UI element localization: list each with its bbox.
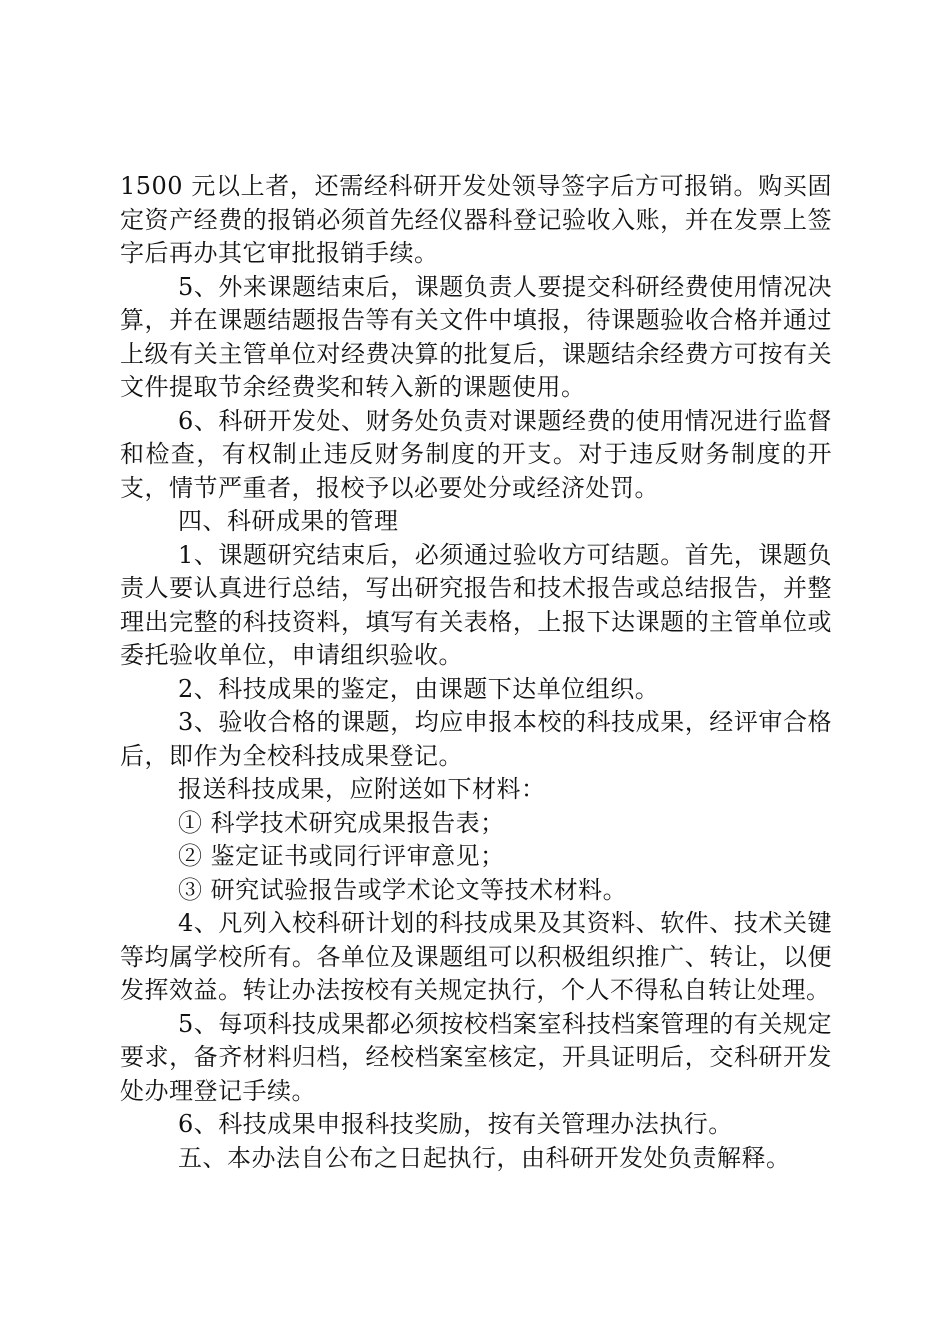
paragraph-submission-materials: 报送科技成果，应附送如下材料： bbox=[178, 775, 546, 803]
paragraph-results-item-3: 3、验收合格的课题，均应申报本校的科技成果，经评审合格后，即作为全校科技成果登记。 bbox=[120, 708, 832, 770]
paragraph-results-item-2: 2、科技成果的鉴定，由课题下达单位组织。 bbox=[178, 674, 660, 703]
paragraph-item-6-supervision: 6、科研开发处、财务处负责对课题经费的使用情况进行监督和检查，有权制止违反财务制度的开支。对于违反财务制度的开支，情节严重者，报校予以必要处分或经济处罚。 bbox=[120, 406, 832, 502]
paragraph-results-item-5: 5、每项科技成果都必须按校档案室科技档案管理的有关规定要求，备齐材料归档，经校档案室核定，开具证明后，交科研开发处办理登记手续。 bbox=[120, 1009, 832, 1105]
section-heading-results-management: 四、科研成果的管理 bbox=[178, 507, 399, 535]
list-item-material-2: ② 鉴定证书或同行评审意见； bbox=[178, 842, 505, 870]
paragraph-results-item-1: 1、课题研究结束后，必须通过验收方可结题。首先，课题负责人要认真进行总结，写出研究报告和技术报告或总结报告，并整理出完整的科技资料，填写有关表格，上报下达课题的主管单位或委托验收单位，申请组织验收。 bbox=[120, 540, 832, 669]
paragraph-results-item-4: 4、凡列入校科研计划的科技成果及其资料、软件、技术关键等均属学校所有。各单位及课题组可以积极组织推广、转让，以便发挥效益。转让办法按校有关规定执行，个人不得私自转让处理。 bbox=[120, 909, 832, 1004]
list-item-material-3: ③ 研究试验报告或学术论文等技术材料。 bbox=[178, 875, 628, 904]
paragraph-item-5-external-projects: 5、外来课题结束后，课题负责人要提交科研经费使用情况决算，并在课题结题报告等有关文件中填报，待课题验收合格并通过上级有关主管单位对经费决算的批复后，课题结余经费方可按有关文件提取节余经费奖和转入新的课题使用。 bbox=[120, 272, 832, 401]
paragraph-results-item-6: 6、科技成果申报科技奖励，按有关管理办法执行。 bbox=[178, 1110, 733, 1138]
section-heading-effective-date: 五、本办法自公布之日起执行，由科研开发处负责解释。 bbox=[178, 1143, 791, 1172]
paragraph-reimbursement-continued: 1500 元以上者，还需经科研开发处领导签字后方可报销。购买固定资产经费的报销必须首先经仪器科登记验收入账，并在发票上签字后再办其它审批报销手续。 bbox=[120, 172, 832, 267]
list-item-material-1: ① 科学技术研究成果报告表； bbox=[178, 808, 505, 837]
document-body bbox=[120, 170, 832, 1175]
